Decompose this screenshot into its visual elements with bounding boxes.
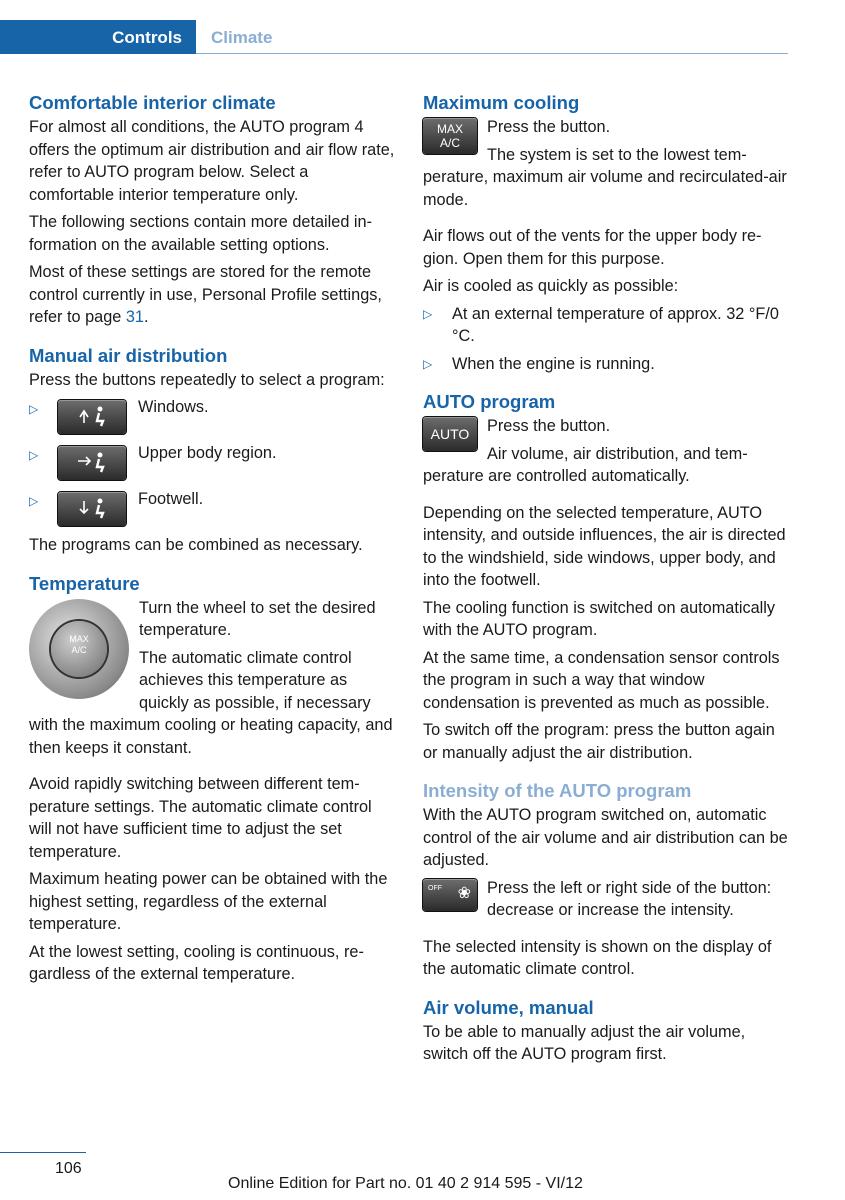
triangle-bullet-icon: ▷ <box>423 306 433 321</box>
triangle-bullet-icon: ▷ <box>423 356 433 371</box>
footwell-airflow-icon[interactable] <box>58 492 126 526</box>
auto-paragraph-3: Depending on the selected temperature, AUTO intensity, and outside influences, the air is directed to the windshield, side windows, upper body, and into the footwell. <box>423 503 786 589</box>
comfort-paragraph-2: The following sections contain more detailed information on the available setting options. <box>29 213 372 254</box>
comfort-p3-text: Most of these settings are stored for the remote control currently in use, Personal Profile settings, refer to page <box>29 263 382 326</box>
comfort-paragraph-3 <box>29 261 395 329</box>
right-column <box>423 90 789 1071</box>
max-cooling-paragraph-4: Air is cooled as quickly as possible: <box>423 277 679 295</box>
triangle-bullet-icon: ▷ <box>29 448 39 462</box>
page-number: 106 <box>55 1160 82 1177</box>
comfort-heading: Comfortable interior climate <box>29 92 276 113</box>
program-item-windows <box>29 396 395 434</box>
max-cooling-paragraph-1: Press the button. <box>487 118 611 136</box>
comfort-p3-end: . <box>143 308 149 326</box>
windows-airflow-icon[interactable] <box>58 400 126 434</box>
max-cooling-paragraph-3: Air flows out of the vents for the upper body region. Open them for this purpose. <box>423 227 762 268</box>
manual-distribution-heading: Manual air distribution <box>29 344 228 366</box>
fan-icon: ❀ <box>457 884 471 902</box>
footer-divider <box>0 1152 86 1153</box>
program-item-footwell <box>29 488 395 526</box>
max-cooling-paragraph-2: The system is set to the lowest temperature, maximum air volume and recirculated-air mode. <box>423 145 787 209</box>
temperature-paragraph-4: Maximum heating power can be obtained with the highest setting, regardless of the external temperature. <box>29 870 388 933</box>
comfort-paragraph-1: For almost all conditions, the AUTO program 4 offers the optimum air distribution and air flow rate, refer to AUTO program below. Select a comfortable interior temperature only. <box>29 118 395 204</box>
wheel-label-ac: A/C <box>71 644 87 655</box>
header-section-label: Controls <box>112 28 182 47</box>
temperature-heading: Temperature <box>29 572 140 594</box>
temperature-paragraph-2: The automatic climate control achieves this temperature as quickly as possible, if necessary with the maximum cooling or heating capacity, and then keeps it constant. <box>29 648 393 757</box>
upper-body-airflow-icon[interactable] <box>58 446 126 480</box>
auto-program-heading: AUTO program <box>423 391 556 412</box>
header-divider <box>196 53 788 54</box>
list-item <box>423 353 789 376</box>
max-cooling-conditions-list <box>423 303 789 376</box>
condition-text: When the engine is running. <box>452 354 655 373</box>
left-column <box>29 90 395 991</box>
temperature-wheel-image <box>29 599 129 699</box>
max-ac-line-2: A/C <box>439 136 460 150</box>
air-volume-heading: Air volume, manual <box>423 996 594 1018</box>
program-item-upper-body <box>29 442 395 480</box>
max-cooling-heading: Maximum cooling <box>423 92 580 113</box>
air-volume-paragraph-1: To be able to manually adjust the air volume, switch off the AUTO program first. <box>423 1022 746 1063</box>
list-item <box>423 303 789 348</box>
temperature-paragraph-3: Avoid rapidly switching between different temperature settings. The automatic climate control will not have sufficient time to adjust the set temperature. <box>29 775 372 861</box>
condition-text: At an external temperature of approx. 32 °F/0 °C. <box>452 304 779 345</box>
max-ac-button[interactable] <box>423 118 477 154</box>
temperature-paragraph-1: Turn the wheel to set the desired temperature. <box>139 598 376 639</box>
auto-paragraph-5: At the same time, a condensation sensor controls the program in such a way that window condensation is prevented as much as possible. <box>423 648 780 712</box>
intensity-off-label: OFF <box>428 884 442 892</box>
temperature-paragraph-5: At the lowest setting, cooling is continuous, regardless of the external temperature. <box>29 942 364 983</box>
auto-paragraph-6: To switch off the program: press the button again or manually adjust the air distribution. <box>423 721 775 762</box>
max-ac-line-1: MAX <box>436 122 463 136</box>
intensity-paragraph-2: Press the left or right side of the button: decrease or increase the intensity. <box>487 878 772 919</box>
max-ac-wheel-center <box>51 621 107 677</box>
manual-intro: Press the buttons repeatedly to select a program: <box>29 370 385 389</box>
auto-paragraph-4: The cooling function is switched on automatically with the AUTO program. <box>423 598 776 639</box>
program-label-windows: Windows. <box>138 398 209 416</box>
programs-combined-text: The programs can be combined as necessary. <box>29 536 363 554</box>
triangle-bullet-icon: ▷ <box>29 494 39 508</box>
auto-paragraph-1: Press the button. <box>487 417 611 435</box>
auto-button[interactable]: AUTO <box>423 417 477 451</box>
program-label-upper-body: Upper body region. <box>138 444 277 462</box>
intensity-button[interactable] <box>423 879 477 911</box>
intensity-paragraph-3: The selected intensity is shown on the display of the automatic climate control. <box>423 937 772 978</box>
triangle-bullet-icon: ▷ <box>29 402 39 416</box>
intensity-paragraph-1: With the AUTO program switched on, automatic control of the air volume and air distribution can be adjusted. <box>423 806 788 869</box>
auto-paragraph-2: Air volume, air distribution, and temperature are controlled automatically. <box>423 444 748 485</box>
header-subsection-label: Climate <box>211 28 273 47</box>
header-section-tab <box>0 20 196 54</box>
edition-footer: Online Edition for Part no. 01 40 2 914 595 - VI/12 <box>228 1175 583 1192</box>
intensity-heading: Intensity of the AUTO program <box>423 780 692 801</box>
program-label-footwell: Footwell. <box>138 490 204 508</box>
page-reference-link[interactable]: 31 <box>125 308 144 326</box>
wheel-label-max: MAX <box>69 633 89 644</box>
